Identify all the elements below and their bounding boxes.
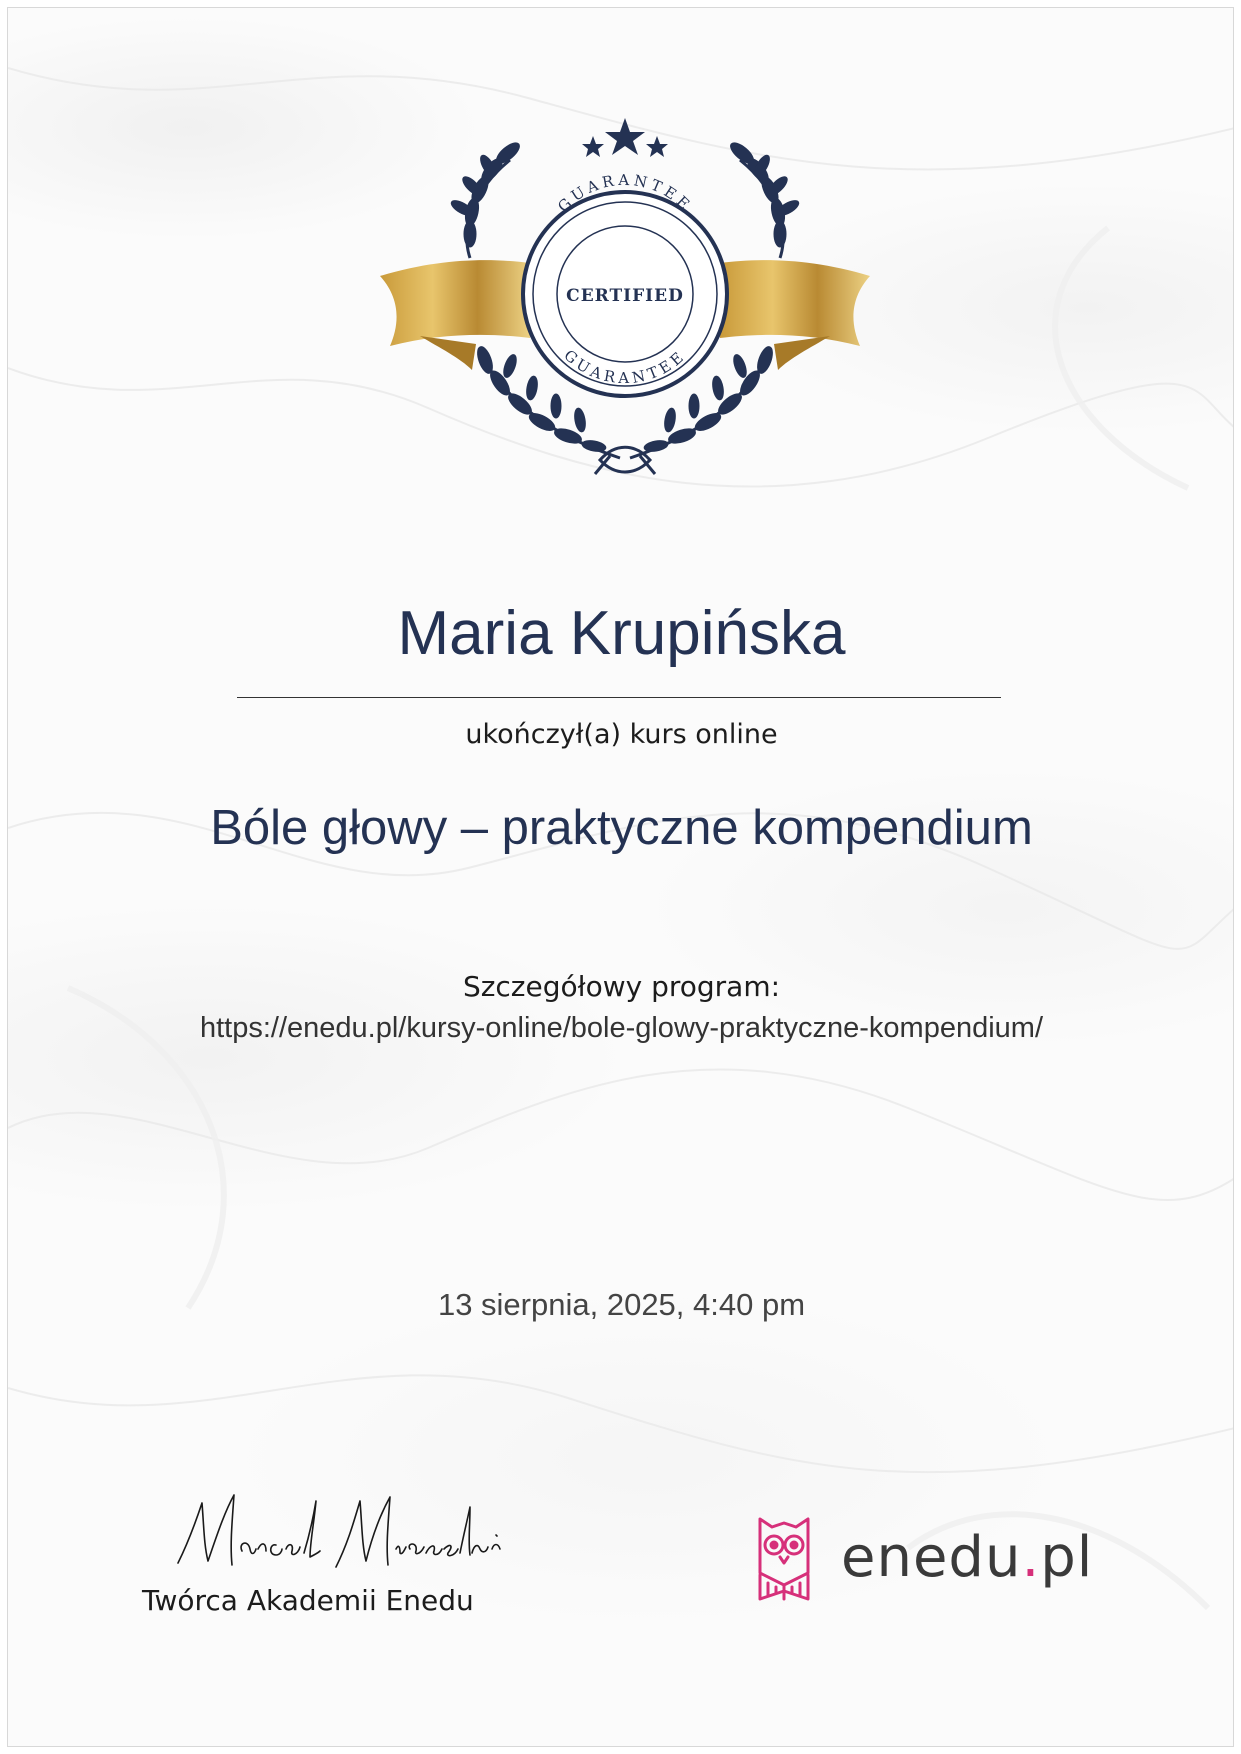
certified-seal [523, 171, 727, 396]
logo-wordmark [841, 1513, 1093, 1603]
program-url-link[interactable]: https://enedu.pl/kursy-online/bole-glowy-praktyczne-kompendium/ [199, 1012, 1044, 1044]
badge-center-text: CERTIFIED [566, 286, 684, 306]
stars-icon [582, 118, 668, 157]
program-label: Szczegółowy program: [462, 970, 781, 1003]
logo-brand-main: enedu [841, 1525, 1022, 1590]
signer-title: Twórca Akademii Enedu [142, 1584, 474, 1617]
badge-bottom-text: GUARANTEE [560, 346, 690, 388]
logo-brand-tld: pl [1040, 1525, 1094, 1590]
owl-book-icon [754, 1513, 814, 1603]
issue-date: 13 sierpnia, 2025, 4:40 pm [437, 1287, 806, 1322]
enedu-logo[interactable] [754, 1513, 1134, 1603]
certificate-page [7, 7, 1234, 1747]
completed-text: ukończył(a) kurs online [465, 719, 778, 750]
course-title: Bóle głowy – praktyczne kompendium [210, 801, 1033, 855]
logo-brand-dot: . [1021, 1525, 1041, 1590]
certified-badge [380, 108, 870, 478]
signature-image [158, 1483, 508, 1593]
name-underline [237, 697, 1001, 698]
badge-top-text: GUARANTEE [554, 170, 696, 216]
recipient-name: Maria Krupińska [397, 599, 846, 668]
